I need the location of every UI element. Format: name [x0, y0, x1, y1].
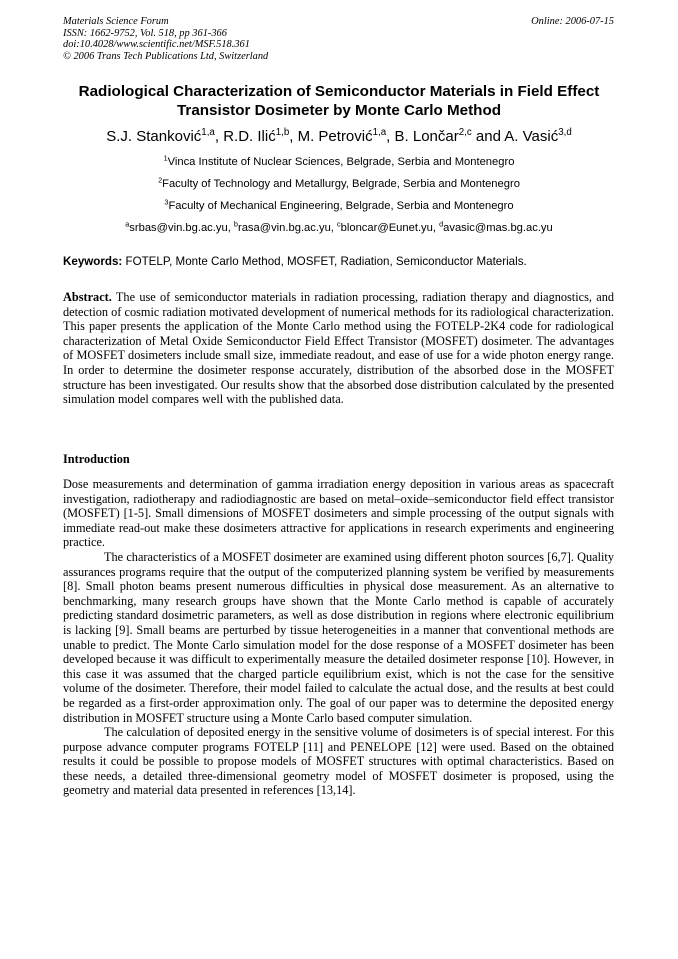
abstract — [63, 290, 614, 407]
section-heading-introduction: Introduction — [63, 452, 130, 466]
title-line-1: Radiological Characterization of Semiconductor Materials in Field Effect — [78, 83, 600, 100]
online-date: Online: 2006-07-15 — [531, 16, 614, 27]
author: S.J. Stanković$^{1,a}$, — [106, 127, 224, 145]
affiliation-1: $^1$Vinca Institute of Nuclear Sciences, Belgrade, Serbia and Montenegro — [163, 153, 515, 168]
keywords-text: FOTELP, Monte Carlo Method, MOSFET, Radiation, Semiconductor Materials. — [122, 255, 527, 268]
paragraph: Dose measurements and determination of gamma irradiation energy deposition in various areas as spacecraft investigation, radiotherapy and radiodiagnostic are based on metal–oxide–semiconductor field effect transistor (MOSFET) [1-5]. Small dimensions of MOSFET dosimeters and simple processing of the output signals with immediate read-out make these dosimeters attractive for applications in research experiments and engineering practice. — [63, 477, 614, 550]
affiliation-3: $^3$Faculty of Mechanical Engineering, Belgrade, Serbia and Montenegro — [164, 197, 514, 212]
title-line-2: Transistor Dosimeter by Monte Carlo Method — [176, 102, 502, 119]
keywords-label: Keywords: — [63, 255, 123, 268]
abstract-text: The use of semiconductor materials in radiation processing, radiation therapy and diagnostics, and detection of cosmic radiation motivated development of numerical methods for its radiological characterization. This paper presents the application of the Monte Carlo method using the FOTELP-2K4 code for radiological characterization of Metal Oxide Semiconductor Field Effect Transistor (MOSFET) dosimeter. The advantages of MOSFET dosimeters include small size, immediate readout, and ease of use for a wide photon energy range. In order to determine the dosimeter response accurately, distribution of the absorbed dose in the MOSFET structure has been investigated. Our results show that the absorbed dose distribution calculated by the presented simulation model compares well with the published data. — [63, 290, 614, 407]
author: R.D. Ilić$^{1,b}$, — [223, 127, 298, 145]
journal-header — [63, 16, 268, 62]
abstract-label: Abstract. — [63, 290, 112, 304]
paragraph: The calculation of deposited energy in the sensitive volume of dosimeters is of special interest. For this purpose advance computer programs FOTELP [11] and PENELOPE [12] were used. Based on the obtained results it could be possible to propose models of MOSFET structures with optimal characteristics. Based on these needs, a detailed three-dimensional geometry model of MOSFET dosimeter is proposed, using the geometry and material data presented in references [13,14]. — [63, 725, 614, 798]
author: A. Vasić$^{3,d}$ — [504, 127, 572, 145]
paragraph: The characteristics of a MOSFET dosimeter are examined using different photon sources [6,7]. Quality assurances programs require that the output of the computerized planning system be verified by measurements [8]. Small photon beams present numerous difficulties in physical dose measurement. As an alternative to benchmarking, many research groups have shown that the Monte Carlo method is capable of accurately predicting standard dosimetric parameters, as well as dose distribution in regions where electronic equilibrium is lacking [9]. Small beams are perturbed by tissue heterogeneities in a manner that conventional methods are unable to predict. The Monte Carlo simulation model for the dose response of a MOSFET dosimeter has been developed because it was difficult to experimentally measure the detailed dosimeter response [10]. However, in this case it was assumed that the charged particle equilibrium exist, which is not the case for the sensitive volume of the dosimeter. Therefore, their model failed to calculate the actual dose, and the results at best could be regarded as a first-order approximation only. The goal of our paper was to determine the deposited energy distribution in MOSFET structure using a Monte Carlo based computer simulation. — [63, 549, 614, 725]
email-list: $^a$srbas@vin.bg.ac.yu, $^b$rasa@vin.bg.ac.yu, $^c$bloncar@Eunet.yu, $^d$avasic@mas.bg.ac.yu — [125, 219, 553, 234]
author: M. Petrović$^{1,a}$, — [297, 127, 395, 145]
author-list — [20, 127, 658, 147]
journal-name: Materials Science Forum — [63, 16, 169, 27]
paper-title — [40, 82, 638, 120]
doi-line: doi:10.4028/www.scientific.net/MSF.518.361 — [63, 39, 250, 50]
author: B. Lončar$^{2,c}$ and — [394, 127, 505, 145]
issn-line: ISSN: 1662-9752, Vol. 518, pp 361-366 — [63, 27, 227, 39]
affiliation-2: $^2$Faculty of Technology and Metallurgy, Belgrade, Serbia and Montenegro — [158, 175, 520, 190]
copyright-line: © 2006 Trans Tech Publications Ltd, Switzerland — [63, 50, 269, 62]
introduction-body — [63, 477, 614, 798]
keywords — [63, 254, 527, 269]
